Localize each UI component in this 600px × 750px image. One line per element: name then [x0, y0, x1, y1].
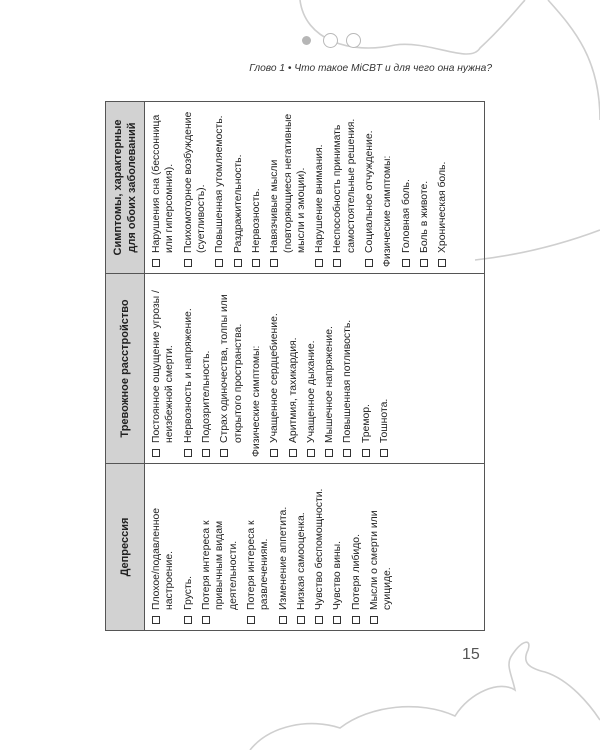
checklist-item-text: Учащенное дыхание.	[305, 340, 317, 443]
checkbox-icon	[333, 259, 341, 267]
checklist-item	[313, 464, 326, 624]
column-depression	[145, 464, 484, 630]
checkbox-icon	[279, 616, 287, 624]
checklist-item	[150, 274, 177, 457]
checkbox-icon	[252, 259, 260, 267]
checklist-item-text: Головная боль.	[400, 179, 412, 253]
checklist-item-text: Нарушения сна (бессонница или гиперсомния).	[151, 114, 176, 253]
checklist-item	[200, 274, 213, 457]
checklist-item	[305, 274, 318, 457]
checklist-item	[331, 464, 344, 624]
checkbox-icon	[343, 449, 351, 457]
checklist-item-text: Мысли о смерти или суициде.	[369, 510, 394, 610]
checklist-item	[150, 102, 177, 267]
symptoms-table	[105, 101, 485, 631]
checklist-item-text: Боль в животе.	[419, 180, 430, 253]
checklist-item-text: Социальное отчуждение.	[364, 130, 376, 253]
anxiety-physical-label: Физические симптомы:	[250, 345, 262, 457]
checklist-item	[277, 464, 290, 624]
table-body	[145, 101, 485, 631]
table-header-row	[105, 101, 145, 631]
header-depression: Депрессия	[118, 517, 131, 577]
checkbox-icon	[247, 616, 255, 624]
dot-outline	[323, 33, 338, 48]
checklist-item-text: Низкая самооценка.	[295, 512, 307, 610]
checklist-item	[360, 274, 373, 457]
checkbox-icon	[215, 259, 223, 267]
checklist-item-text: Неспособность принимать самостоятельные решения.	[332, 118, 357, 253]
checklist-item-text: Чувство вины.	[332, 541, 344, 610]
checklist-item	[245, 464, 272, 624]
checklist-item-text: Изменение аппетита.	[277, 506, 289, 610]
both-physical-label: Физические симптомы:	[382, 155, 394, 267]
checkbox-icon	[420, 259, 428, 267]
checklist-item	[331, 102, 358, 267]
checkbox-icon	[402, 259, 410, 267]
checklist-item-text: Грусть.	[182, 575, 194, 610]
checklist-item	[268, 102, 308, 267]
checklist-item	[378, 274, 391, 457]
column-both	[145, 102, 484, 274]
checklist-item-text: Раздражительность.	[232, 154, 244, 253]
checklist-item-text: Нервозность.	[250, 188, 262, 253]
checkbox-icon	[333, 616, 341, 624]
checklist-item-text: Повышенная утомляемость.	[214, 115, 226, 253]
checklist-item	[200, 464, 240, 624]
checkbox-icon	[184, 616, 192, 624]
checkbox-icon	[202, 449, 210, 457]
checklist-item-text: Навязчивые мысли (повторяющиеся негативные мысли и эмоции).	[269, 113, 307, 253]
checkbox-icon	[202, 616, 210, 624]
checklist-item	[323, 274, 336, 457]
checkbox-icon	[289, 449, 297, 457]
checklist-item-text: Чувство беспомощности.	[314, 488, 326, 610]
checkbox-icon	[184, 259, 192, 267]
checklist-item-text: Плохое/подавленное настроение.	[151, 507, 176, 610]
checkbox-icon	[307, 449, 315, 457]
checklist-item	[313, 102, 326, 267]
header-anxiety: Тревожное расстройство	[106, 274, 144, 464]
checklist-item	[182, 464, 195, 624]
checklist-item	[182, 274, 195, 457]
checklist-item	[250, 102, 263, 267]
checklist-item-text: Учащенное сердцебиение.	[269, 313, 281, 443]
checkbox-icon	[352, 616, 360, 624]
checklist-item	[400, 102, 413, 267]
checklist-item-text: Аритмия, тахикардия.	[287, 337, 299, 443]
checklist-item-text: Подозрительность.	[200, 350, 212, 443]
checkbox-icon	[297, 616, 305, 624]
checklist-item-text: Потеря интереса к привычным видам деятельности.	[200, 520, 239, 610]
checklist-item-text: Повышенная потливость.	[342, 319, 354, 443]
checklist-item-text: Мышечное напряжение.	[324, 326, 336, 443]
checklist-item	[213, 102, 226, 267]
checkbox-icon	[365, 259, 373, 267]
checklist-item	[232, 102, 245, 267]
checklist-item	[418, 102, 431, 267]
checklist-item	[368, 464, 395, 624]
checklist-item	[436, 102, 449, 267]
dot-filled	[302, 36, 311, 45]
checklist-item-text: Потеря интереса к развлечениям.	[245, 520, 271, 610]
checkbox-icon	[152, 616, 160, 624]
checklist-item-text: Нервозность и напряжение.	[182, 308, 194, 443]
checklist-item-text: Тошнота.	[379, 398, 391, 443]
checklist-item	[268, 274, 281, 457]
checklist-item	[218, 274, 245, 457]
checkbox-icon	[270, 449, 278, 457]
checklist-item-text: Тремор.	[360, 404, 372, 443]
checkbox-icon	[184, 449, 192, 457]
checklist-item-text: Психомоторное возбуждение (суетливость).	[182, 111, 207, 253]
checkbox-icon	[270, 259, 278, 267]
checklist-item-text: Нарушение внимания.	[314, 144, 326, 253]
checkbox-icon	[325, 449, 333, 457]
checklist-item	[350, 464, 363, 624]
checklist-item-text: Потеря либидо.	[350, 534, 362, 610]
header-both: Симптомы, характерные для обоих заболеваний	[106, 102, 144, 274]
page-number: 15	[462, 646, 480, 663]
running-head: Глово 1 • Что такое MiCBT и для чего она нужна?	[249, 63, 492, 74]
checkbox-icon	[370, 616, 378, 624]
column-anxiety	[145, 274, 484, 464]
checkbox-icon	[315, 616, 323, 624]
checklist-item	[363, 102, 376, 267]
checkbox-icon	[380, 449, 388, 457]
checklist-item	[341, 274, 354, 457]
checkbox-icon	[438, 259, 446, 267]
checkbox-icon	[315, 259, 323, 267]
checklist-item	[182, 102, 209, 267]
checklist-item-text: Постоянное ощущение угрозы / неизбежной смерти.	[151, 290, 176, 443]
checkbox-icon	[220, 449, 228, 457]
checklist-item	[295, 464, 308, 624]
checklist-item	[150, 464, 177, 624]
checkbox-icon	[152, 259, 160, 267]
checkbox-icon	[362, 449, 370, 457]
checkbox-icon	[152, 449, 160, 457]
checklist-item-text: Хроническая боль.	[437, 161, 449, 253]
progress-dots	[302, 33, 361, 48]
checklist-item-text: Страх одиночества, толпы или открытого пространства.	[219, 294, 244, 443]
dot-outline	[346, 33, 361, 48]
checklist-item	[287, 274, 300, 457]
checkbox-icon	[234, 259, 242, 267]
